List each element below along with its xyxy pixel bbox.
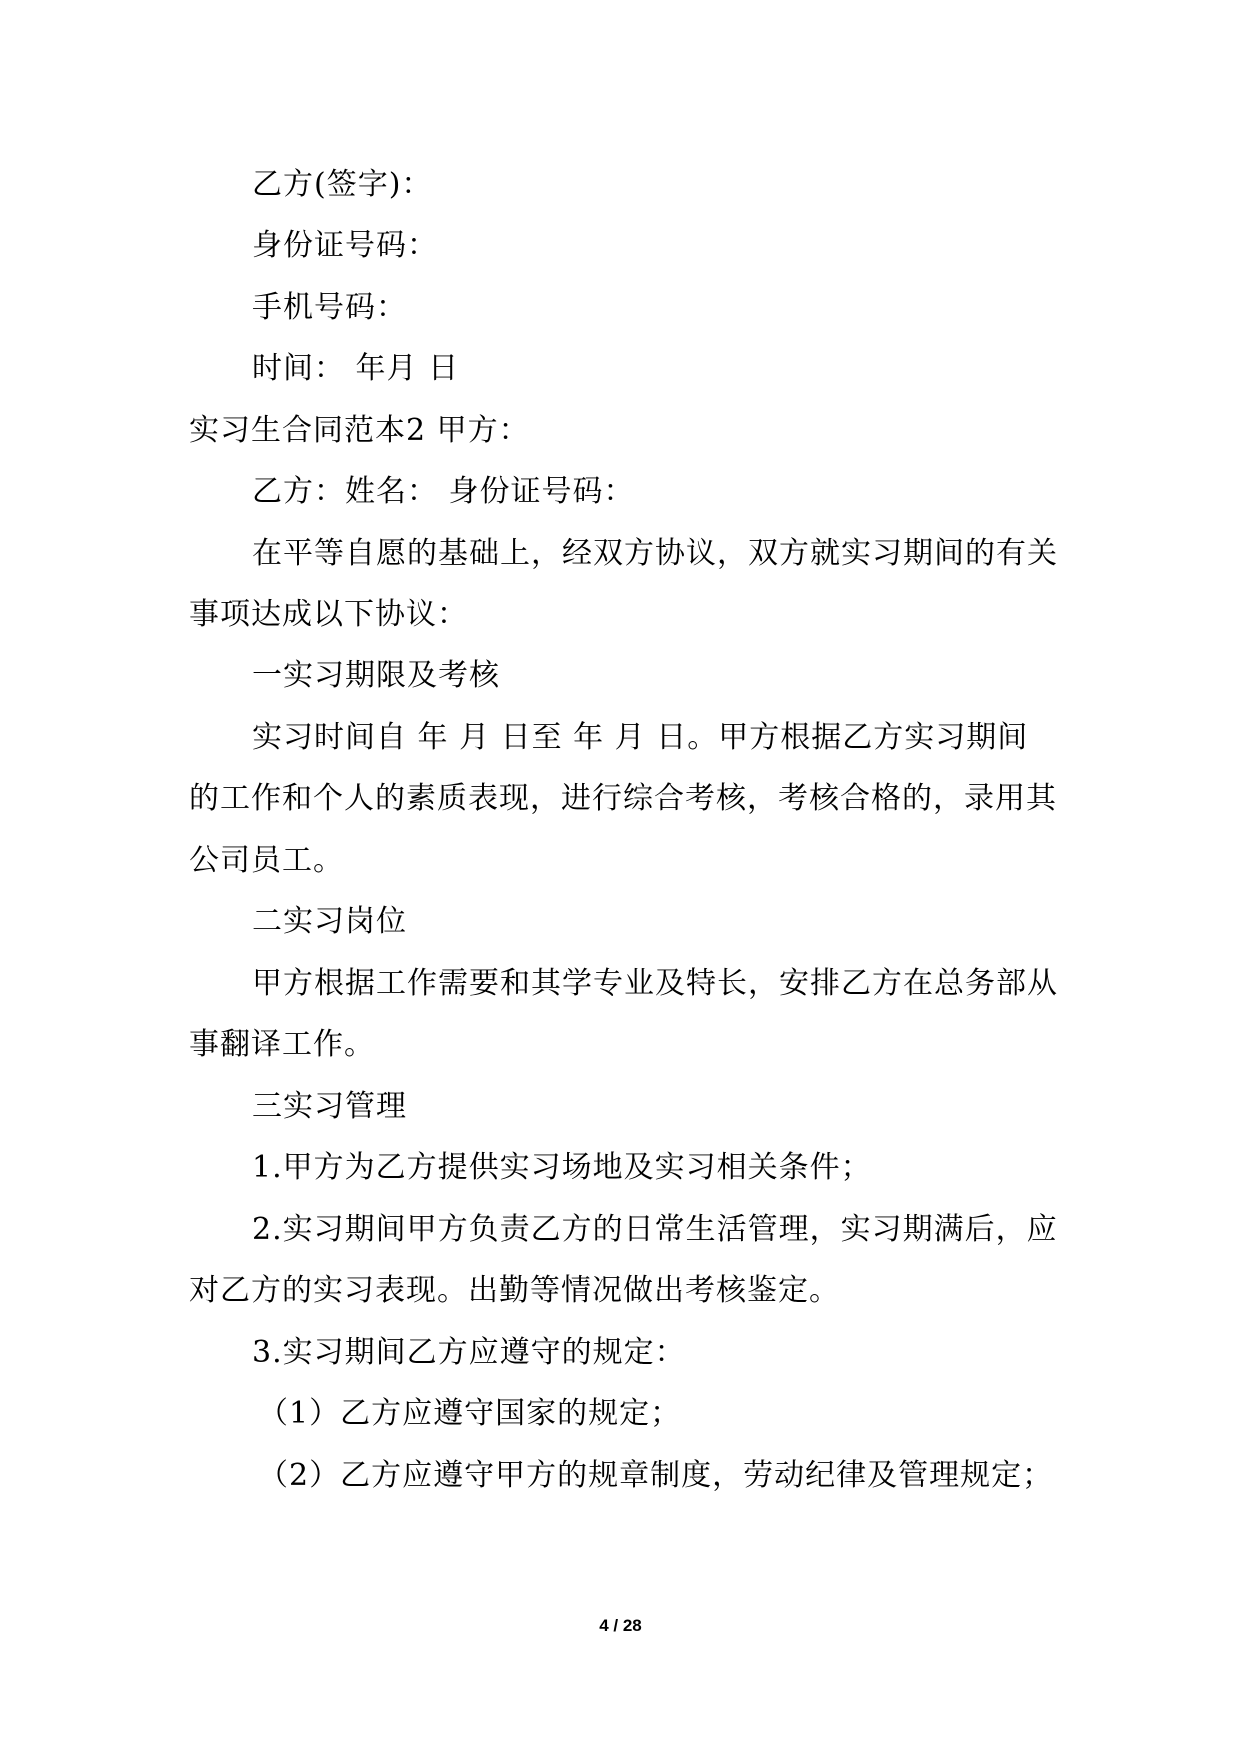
list-item: 1.甲方为乙方提供实习场地及实习相关条件； [252, 1150, 872, 1185]
section-heading: 一实习期限及考核 [252, 658, 500, 693]
contract-title-line: 实习生合同范本2 甲方： [189, 413, 530, 448]
sub-list-item: （2）乙方应遵守甲方的规章制度，劳动纪律及管理规定； [258, 1458, 1054, 1493]
paragraph-line: 事项达成以下协议： [189, 597, 468, 632]
paragraph-line: 在平等自愿的基础上，经双方协议，双方就实习期间的有关 [252, 536, 1058, 571]
paragraph-line: 事翻译工作。 [189, 1027, 375, 1062]
paragraph-line: 的工作和个人的素质表现，进行综合考核，考核合格的，录用其 [189, 781, 1057, 816]
paragraph-line: 对乙方的实习表现。出勤等情况做出考核鉴定。 [189, 1273, 840, 1308]
date-line: 时间： 年月 日 [252, 351, 460, 386]
list-item: 2.实习期间甲方负责乙方的日常生活管理，实习期满后，应 [252, 1212, 1058, 1247]
section-heading: 三实习管理 [252, 1089, 407, 1124]
paragraph-line: 公司员工。 [189, 843, 344, 878]
sub-list-item: （1）乙方应遵守国家的规定； [258, 1396, 682, 1431]
list-item: 3.实习期间乙方应遵守的规定： [252, 1335, 686, 1370]
id-number-line: 身份证号码： [252, 228, 438, 263]
phone-number-line: 手机号码： [252, 290, 407, 325]
party-b-name-line: 乙方：姓名： 身份证号码： [252, 474, 635, 509]
page-number: 4 / 28 [599, 1616, 642, 1635]
paragraph-line: 甲方根据工作需要和其学专业及特长，安排乙方在总务部从 [252, 966, 1058, 1001]
section-heading: 二实习岗位 [252, 904, 407, 939]
paragraph-line: 实习时间自 年 月 日至 年 月 日。甲方根据乙方实习期间 [252, 720, 1029, 755]
party-b-signature-line: 乙方(签字)： [252, 167, 433, 202]
